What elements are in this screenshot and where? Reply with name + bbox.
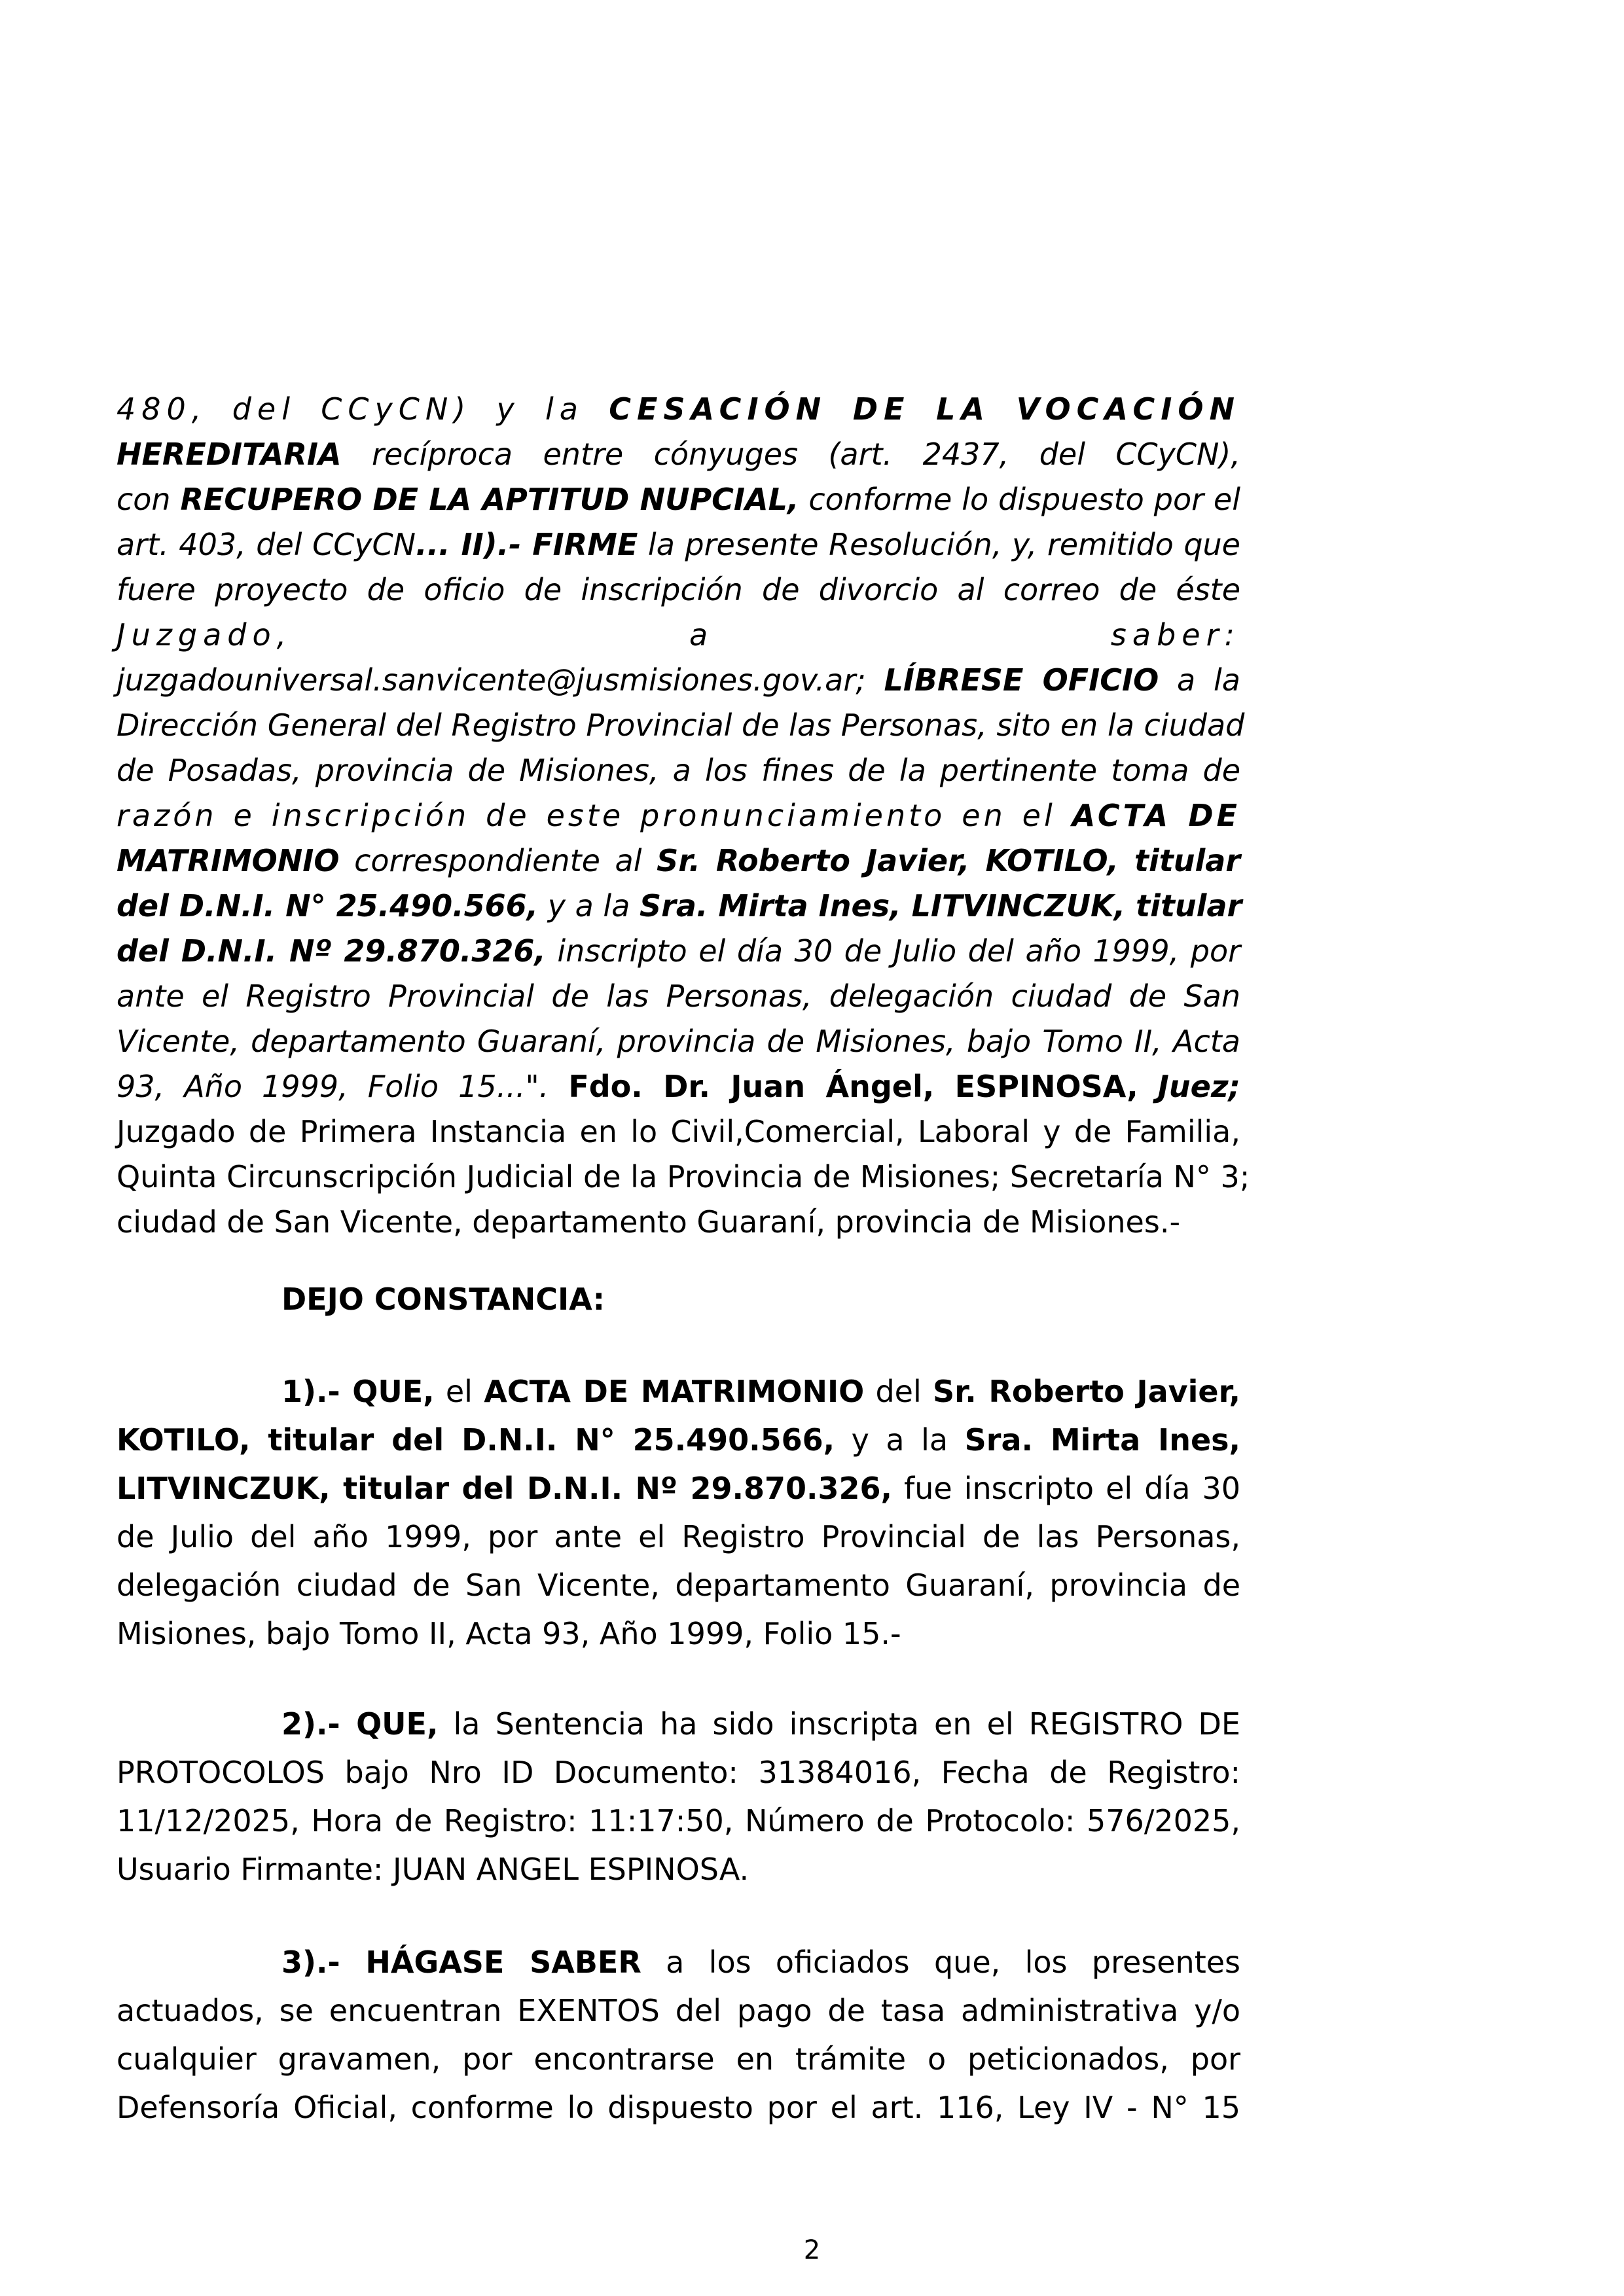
text-line: cualquier gravamen, por encontrarse en trámite o peticionados, por [117, 2041, 1240, 2077]
text-line: art. 403, del CCyCN... II).- FIRME la presente Resolución, y, remitido que [117, 527, 1240, 562]
text-line: Quinta Circunscripción Judicial de la Provincia de Misiones; Secretaría N° 3; [117, 1159, 1250, 1194]
text-line: del D.N.I. Nº 29.870.326, inscripto el día 30 de Julio del año 1999, por [117, 933, 1241, 969]
paragraph-3 [117, 1938, 1240, 2132]
text-line: Misiones, bajo Tomo II, Acta 93, Año 1999, Folio 15.- [117, 1616, 901, 1651]
paragraph-2 [117, 1700, 1240, 1893]
text-line: 480, del CCyCN) y la CESACIÓN DE LA VOCACIÓN [117, 391, 1240, 427]
text-line: ante el Registro Provincial de las Personas, delegación ciudad de San [117, 978, 1240, 1014]
section-heading: DEJO CONSTANCIA: [281, 1282, 605, 1317]
text-line: de Posadas, provincia de Misiones, a los fines de la pertinente toma de [117, 753, 1240, 788]
text-line: fuere proyecto de oficio de inscripción de divorcio al correo de éste [117, 572, 1240, 607]
text-line: de Julio del año 1999, por ante el Registro Provincial de las Personas, [117, 1519, 1240, 1554]
page-number: 2 [803, 2235, 821, 2265]
text-line: con RECUPERO DE LA APTITUD NUPCIAL, conforme lo dispuesto por el [117, 482, 1240, 517]
text-line: Usuario Firmante: JUAN ANGEL ESPINOSA. [117, 1852, 749, 1887]
text-line: ciudad de San Vicente, departamento Guaraní, provincia de Misiones.- [117, 1204, 1181, 1240]
text-line: razón e inscripción de este pronunciamiento en el ACTA DE [117, 798, 1240, 833]
text-line: KOTILO, titular del D.N.I. N° 25.490.566, y a la Sra. Mirta Ines, [117, 1422, 1240, 1458]
text-line: 11/12/2025, Hora de Registro: 11:17:50, Número de Protocolo: 576/2025, [117, 1803, 1240, 1839]
signature-line: 93, Año 1999, Folio 15...". Fdo. Dr. Juan Ángel, ESPINOSA, Juez; [117, 1069, 1240, 1104]
text-line: del D.N.I. N° 25.490.566, y a la Sra. Mirta Ines, LITVINCZUK, titular [117, 888, 1242, 924]
text-line: Juzgado de Primera Instancia en lo Civil,Comercial, Laboral y de Familia, [117, 1114, 1240, 1149]
text-line: Dirección General del Registro Provincial de las Personas, sito en la ciudad [117, 708, 1245, 743]
text-line: HEREDITARIA recíproca entre cónyuges (art. 2437, del CCyCN), [117, 437, 1240, 472]
text-line: actuados, se encuentran EXENTOS del pago de tasa administrativa y/o [117, 1993, 1240, 2028]
text-line: PROTOCOLOS bajo Nro ID Documento: 31384016, Fecha de Registro: [117, 1755, 1240, 1790]
text-line: delegación ciudad de San Vicente, departamento Guaraní, provincia de [117, 1568, 1240, 1603]
quoted-resolution [117, 387, 1250, 1245]
text-line: Juzgado, a saber: [117, 617, 1240, 653]
text-line: 3).- HÁGASE SABER a los oficiados que, los presentes [281, 1945, 1240, 1980]
text-line: Vicente, departamento Guaraní, provincia de Misiones, bajo Tomo II, Acta [117, 1024, 1240, 1059]
text-line: 1).- QUE, el ACTA DE MATRIMONIO del Sr. Roberto Javier, [281, 1374, 1241, 1409]
text-line: 2).- QUE, la Sentencia ha sido inscripta en el REGISTRO DE [281, 1706, 1240, 1742]
text-line: LITVINCZUK, titular del D.N.I. Nº 29.870.326, fue inscripto el día 30 [117, 1471, 1241, 1506]
email-line: juzgadouniversal.sanvicente@jusmisiones.gov.ar; LÍBRESE OFICIO a la [117, 662, 1240, 698]
text-line: MATRIMONIO correspondiente al Sr. Roberto Javier, KOTILO, titular [117, 843, 1240, 878]
paragraph-1 [117, 1367, 1240, 1658]
text-line: Defensoría Oficial, conforme lo dispuesto por el art. 116, Ley IV - N° 15 [117, 2090, 1240, 2125]
